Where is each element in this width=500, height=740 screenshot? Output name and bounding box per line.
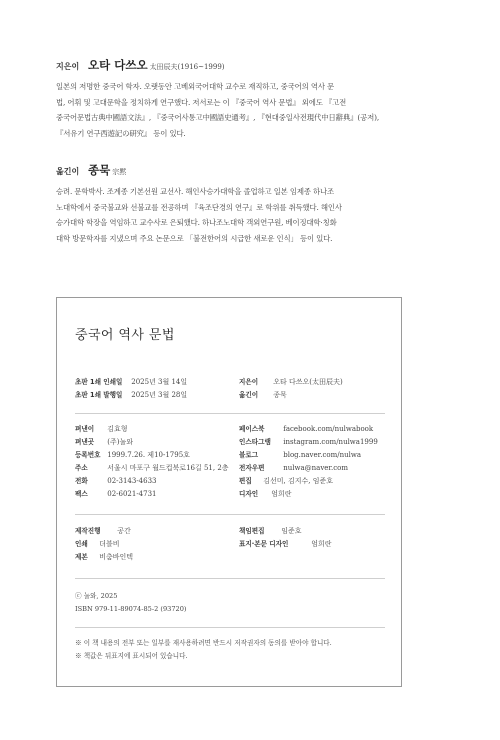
- contact-row-label: 디자인: [239, 490, 259, 498]
- publisher-row-value: 1999.7.26. 제10-1795호: [107, 451, 190, 459]
- author-role-label: 지은이: [56, 62, 80, 71]
- author-heading: [56, 57, 444, 73]
- publisher-row: [75, 424, 128, 434]
- contact-row: [239, 437, 378, 447]
- edition-publish-value: 2025년 3월 28일: [131, 391, 188, 399]
- contact-row: [239, 463, 348, 473]
- production-row-value: 비춤바인텍: [99, 553, 134, 561]
- author-bio-line: 『서유기 연구西遊記の研究』 등이 있다.: [56, 128, 186, 138]
- section-divider: [75, 578, 385, 579]
- production-row-value: 더블비: [99, 540, 120, 548]
- colophon-box: [56, 297, 402, 687]
- production-row-label: 제작진행: [75, 527, 101, 535]
- translator-name: 종묵: [88, 163, 111, 177]
- contact-row-label: 인스타그램: [239, 438, 271, 446]
- contact-row-label: 전자우편: [239, 464, 265, 472]
- credit-author: [239, 377, 343, 387]
- contact-row: [239, 476, 333, 486]
- rights-notice: ※ 이 책 내용의 전부 또는 일부를 재사용하려면 반드시 저작권자의 동의를 받아야 합니다.: [75, 639, 332, 647]
- publisher-row-label: 펴낸이: [75, 425, 95, 433]
- edition-publish-date: [75, 390, 187, 400]
- production-row-label: 인쇄: [75, 540, 88, 548]
- production-row: [239, 526, 302, 536]
- publisher-row: [75, 489, 157, 499]
- production-row: [75, 539, 120, 549]
- publisher-row-value: 02-6021-4731: [107, 490, 157, 498]
- author-section: [56, 57, 444, 141]
- credit-author-value: 오타 다쓰오(太田辰夫): [273, 378, 343, 386]
- publisher-row: [75, 450, 190, 460]
- credit-translator-label: 옮긴이: [239, 391, 259, 399]
- credit-translator-value: 종묵: [273, 391, 287, 399]
- production-row: [75, 552, 133, 562]
- author-bio-line: 중국어문법古典中國語文法』, 『중국어사통고中國語史通考』, 『현대중일사전現代中日辭典』(공저),: [56, 113, 380, 122]
- production-row-value: 임준호: [281, 527, 302, 535]
- production-row-label: 책임편집: [239, 527, 265, 535]
- edition-print-label: 초판 1쇄 인쇄일: [75, 378, 123, 386]
- publisher-row-label: 주소: [75, 464, 88, 472]
- contact-row-value: 엄희란: [271, 490, 292, 498]
- translator-bio-line: 승려. 문학박사. 조계종 기본선원 교선사. 해인사승가대학을 졸업하고 일본 임제종 하나조: [56, 187, 335, 196]
- contact-row-value: nulwa@naver.com: [283, 464, 349, 472]
- contact-row: [239, 489, 292, 499]
- author-bio: [56, 79, 444, 141]
- publisher-row-value: (주)눌와: [107, 438, 133, 446]
- publisher-row-label: 펴낸곳: [75, 438, 95, 446]
- translator-bio-line: 노대학에서 중국불교와 선불교를 전공하며 『육조단경의 연구』로 학위를 취득했다. 해인사: [56, 202, 342, 212]
- production-row-label: 표지·본문 디자인: [239, 540, 289, 548]
- production-row-label: 제본: [75, 553, 88, 561]
- publisher-row-value: 서울시 마포구 월드컵북로16길 51, 2층: [107, 464, 229, 472]
- publisher-row-value: 김효형: [107, 425, 128, 433]
- production-row: [75, 526, 131, 536]
- publisher-row: [75, 463, 229, 473]
- book-title: 중국어 역사 문법: [75, 328, 175, 343]
- publisher-row: [75, 476, 157, 486]
- section-divider: [75, 514, 385, 515]
- author-bio-line: 법, 어휘 및 고대문학을 정치하게 연구했다. 저서로는 이 『중국어 역사 문법』 외에도 『고전: [56, 97, 347, 107]
- translator-bio: [56, 184, 444, 246]
- production-row: [239, 539, 332, 549]
- translator-original-name: 宗黙: [112, 168, 127, 176]
- author-original-name: 太田辰夫(1916~1999): [149, 63, 225, 71]
- publisher-row-label: 전화: [75, 477, 88, 485]
- translator-heading: [56, 162, 444, 178]
- edition-print-value: 2025년 3월 14일: [131, 378, 188, 386]
- contact-row-label: 페이스북: [239, 425, 265, 433]
- credit-translator: [239, 390, 287, 400]
- isbn: ISBN 979-11-89074-85-2 (93720): [75, 605, 187, 613]
- publisher-row-value: 02-3143-4633: [107, 477, 157, 485]
- contact-row-value: facebook.com/nulwabook: [283, 425, 374, 433]
- price-notice: ※ 책값은 뒤표지에 표시되어 있습니다.: [75, 652, 188, 660]
- contact-row-label: 블로그: [239, 451, 259, 459]
- translator-bio-line: 대학 방문학자를 지냈으며 주요 논문으로 「불전한어의 시급한 새로운 인식」 등이 있다.: [56, 233, 333, 243]
- publisher-row-label: 등록번호: [75, 451, 101, 459]
- contact-row-value: instagram.com/nulwa1999: [283, 438, 378, 446]
- translator-bio-line: 승가대학 학장을 역임하고 교수사로 은퇴했다. 하나조노대학 객외연구원, 베이징대학·칭화: [56, 218, 337, 227]
- contact-row-value: blog.naver.com/nulwa: [283, 451, 362, 459]
- copyright: ⓒ 눌와, 2025: [75, 592, 118, 600]
- credit-author-label: 지은이: [239, 378, 259, 386]
- production-row-value: 엄희란: [311, 540, 332, 548]
- author-name: 오타 다쓰오: [88, 58, 148, 72]
- contact-row: [239, 424, 373, 434]
- contact-row-value: 김선미, 김지수, 임준호: [263, 477, 333, 485]
- section-divider: [75, 627, 385, 628]
- contact-row-label: 편집: [239, 477, 252, 485]
- edition-publish-label: 초판 1쇄 발행일: [75, 391, 123, 399]
- translator-section: [56, 162, 444, 246]
- publisher-row-label: 팩스: [75, 490, 88, 498]
- publisher-row: [75, 437, 133, 447]
- edition-print-date: [75, 377, 187, 387]
- production-row-value: 공간: [117, 527, 131, 535]
- author-bio-line: 일본의 저명한 중국어 학자. 오랫동안 고베외국어대학 교수로 재직하고, 중국어의 역사 문: [56, 82, 335, 91]
- translator-role-label: 옮긴이: [56, 167, 80, 176]
- contact-row: [239, 450, 361, 460]
- section-divider: [75, 413, 385, 414]
